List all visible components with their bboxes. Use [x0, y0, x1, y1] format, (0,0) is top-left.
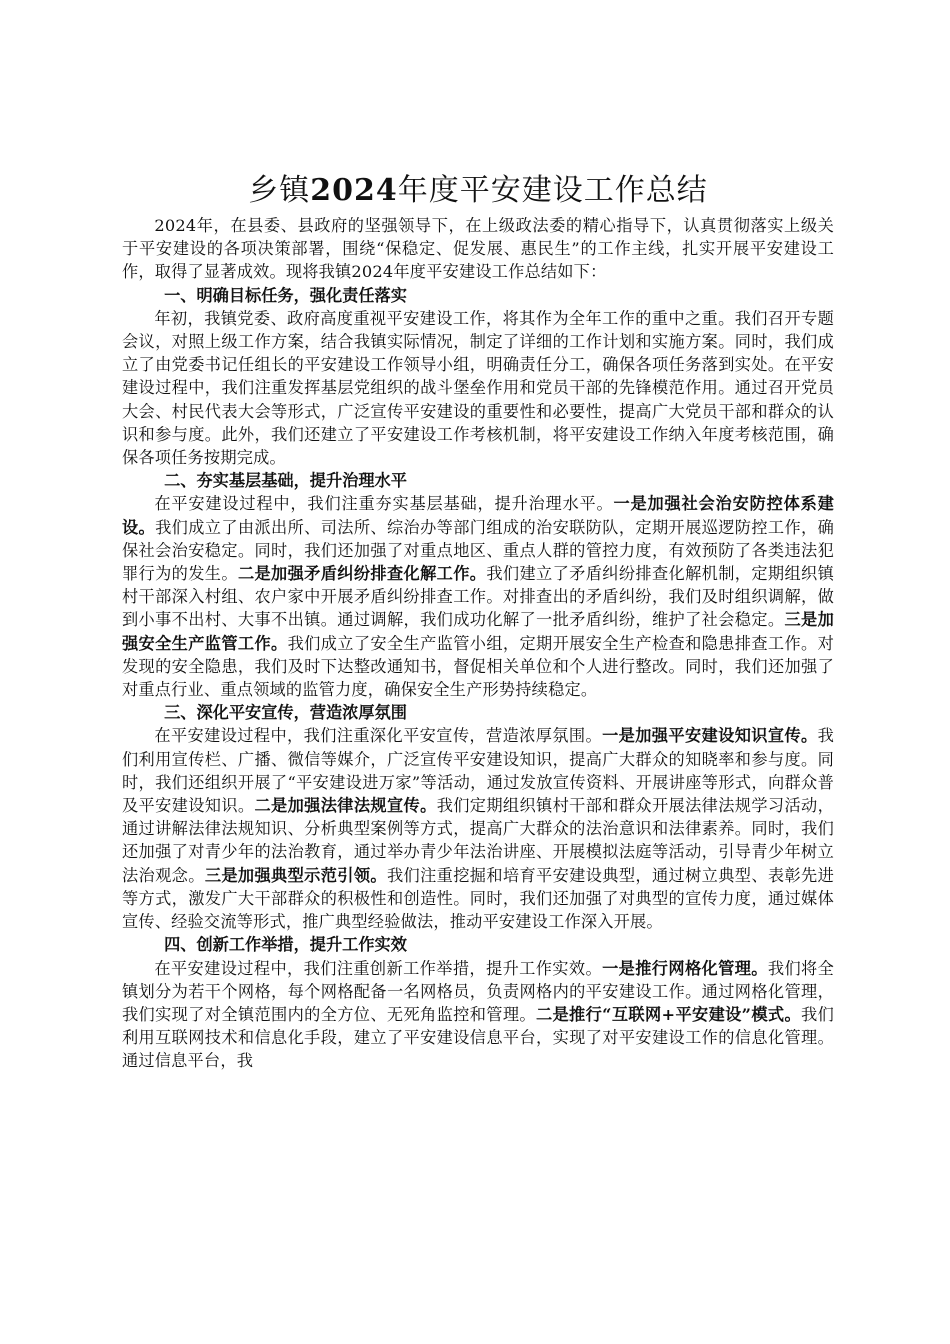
text-run: 在平安建设过程中，我们注重夯实基层基础，提升治理水平。 — [154, 494, 614, 514]
section-heading-4: 四、创新工作举措，提升工作实效 — [164, 935, 407, 955]
bold-run: 二是加强法律法规宣传。 — [254, 796, 437, 816]
text-run: 我们定期组织镇村干部和群众开展法律法规学习活动，通过讲解法律法规知识、分析典型案例等方式，提高广大群众的法治意识和法律素养。同时，我们还加强了对青少年的法治教育，通过举办青少年法治讲座、开展模拟法庭等活动，引导青少年树立法治观念。 — [122, 796, 834, 885]
section-heading-3: 三、深化平安宣传，营造浓厚氛围 — [164, 703, 407, 723]
bold-run: 一是推行网格化管理。 — [602, 958, 768, 978]
title-suffix: 年度平安建设工作总结 — [397, 173, 708, 208]
section-paragraph-1: 年初，我镇党委、政府高度重视平安建设工作，将其作为全年工作的重中之重。我们召开专题会议，对照上级工作方案，结合我镇实际情况，制定了详细的工作计划和实施方案。同时，我们成立了由党委书记任组长的平安建设工作领导小组，明确责任分工，确保各项任务落到实处。在平安建设过程中，我们注重发挥基层党组织的战斗堡垒作用和党员干部的先锋模范作用。通过召开党员大会、村民代表大会等形式，广泛宣传平安建设的重要性和必要性，提高广大党员干部和群众的认识和参与度。此外，我们还建立了平安建设工作考核机制，将平安建设工作纳入年度考核范围，确保各项任务按期完成。 — [122, 308, 834, 468]
section-paragraph-2 — [122, 492, 834, 701]
text-run: 我们利用宣传栏、广播、微信等媒介，广泛宣传平安建设知识，提高广大群众的知晓率和参与度。同时，我们还组织开展了“平安建设进万家”等活动，通过发放宣传资料、开展讲座等形式，向群众普及平安建设知识。 — [122, 726, 834, 816]
section-paragraph-3 — [122, 724, 834, 933]
bold-run: 二是加强矛盾纠纷排查化解工作。 — [237, 564, 487, 584]
bold-run: 一是加强社会治安防控体系建设。 — [122, 494, 834, 537]
text-run: 我们注重挖掘和培育平安建设典型，通过树立典型、表彰先进等方式，激发广大干部群众的积极性和创造性。同时，我们还加强了对典型的宣传力度，通过媒体宣传、经验交流等形式，推广典型经验做法，推动平安建设工作深入开展。 — [122, 865, 834, 932]
intro-paragraph: 2024年，在县委、县政府的坚强领导下，在上级政法委的精心指导下，认真贯彻落实上级关于平安建设的各项决策部署，围绕“保稳定、促发展、惠民生”的工作主线，扎实开展平安建设工作，取得了显著成效。现将我镇2024年度平安建设工作总结如下： — [122, 216, 834, 282]
text-run: 我们利用互联网技术和信息化手段，建立了平安建设信息平台，实现了对平安建设工作的信息化管理。通过信息平台，我 — [122, 1004, 834, 1071]
text-run: 我们成立了安全生产监管小组，定期开展安全生产检查和隐患排查工作。对发现的安全隐患，我们及时下达整改通知书，督促相关单位和个人进行整改。同时，我们还加强了对重点行业、重点领域的监管力度，确保安全生产形势持续稳定。 — [122, 633, 834, 700]
bold-run: 二是推行“互联网+平安建设”模式。 — [535, 1004, 802, 1024]
title-prefix: 乡镇 — [248, 173, 311, 208]
document-title — [122, 170, 834, 212]
text-run: 我们建立了矛盾纠纷排查化解机制，定期组织镇村干部深入村组、农户家中开展矛盾纠纷排查工作。对排查出的矛盾纠纷，我们及时组织调解，做到小事不出村、大事不出镇。通过调解，我们成功化解了一批矛盾纠纷，维护了社会稳定。 — [122, 564, 835, 630]
title-year: 2024 — [310, 173, 398, 208]
text-run: 在平安建设过程中，我们注重创新工作举措，提升工作实效。 — [154, 958, 603, 978]
bold-run: 三是加强安全生产监管工作。 — [122, 610, 834, 653]
text-run: 我们将全镇划分为若干个网格，每个网格配备一名网格员，负责网格内的平安建设工作。通过网格化管理，我们实现了对全镇范围内的全方位、无死角监控和管理。 — [122, 958, 835, 1024]
text-run: 在平安建设过程中，我们注重深化平安宣传，营造浓厚氛围。 — [154, 726, 603, 746]
bold-run: 一是加强平安建设知识宣传。 — [602, 726, 818, 746]
bold-run: 三是加强典型示范引领。 — [204, 865, 387, 885]
section-heading-2: 二、夯实基层基础，提升治理水平 — [164, 471, 407, 491]
section-heading-1: 一、明确目标任务，强化责任落实 — [164, 285, 407, 305]
section-paragraph-4 — [122, 957, 834, 1073]
document-page — [122, 170, 834, 1073]
text-run: 我们成立了由派出所、司法所、综治办等部门组成的治安联防队，定期开展巡逻防控工作，确保社会治安稳定。同时，我们还加强了对重点地区、重点人群的管控力度，有效预防了各类违法犯罪行为的发生。 — [122, 517, 834, 584]
